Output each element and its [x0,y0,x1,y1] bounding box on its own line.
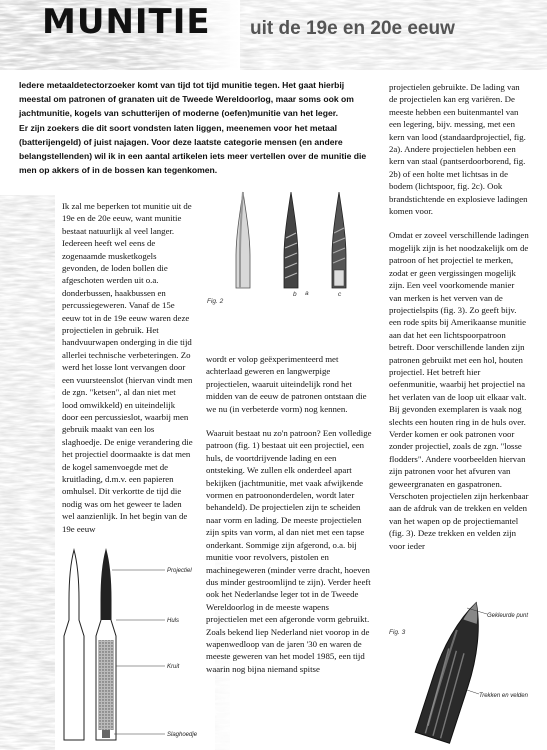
cartridge-outline [64,550,84,740]
fig1-label-kruit: Kruit [167,664,180,670]
fired-bullet [415,597,493,743]
fig1-label-projectiel: Projectiel [167,568,192,574]
intro-paragraph: Er zijn zoekers die dit soort vondsten laten liggen, meenemen voor het metaal (batterijengeld) of juist najagen. Voor deze laatste categorie mensen (en andere belangstellenden) wil ik in een aantal artikelen iets meer vertellen over de munitie die men op akkers of in de bossen kan tegenkomen. [19,122,367,176]
fig3-caption: Fig. 3 [389,629,406,636]
fig3-label-gekleurde-punt: Gekleurde punt [487,613,529,619]
column-1 [62,200,193,535]
intro-text [19,78,371,177]
fig2-label-b: b [293,291,297,298]
fig1-label-slaghoedje: Slaghoedje [167,732,198,738]
figure-3-fired-bullet [389,590,539,750]
bullet-b [284,192,298,288]
page-subtitle: uit de 19e en 20e eeuw [250,18,455,39]
figure-2-bullets [205,178,370,313]
figure-1-cartridge [60,540,200,750]
fig2-label-a: a [305,290,309,297]
intro-paragraph: Iedere metaaldetectorzoeker komt van tijd tot tijd munitie tegen. Het gaat hierbij meestal om patronen of granaten uit de Tweede Wereldoorlog, maar soms ook om jachtmunitie, kogels van schutterijen of moderne (oefen)munitie van het leger. [19,80,354,119]
body-paragraph: wordt er volop geëxperimenteerd met achterlaad geweren en langwerpige projectielen, waaruit uiteindelijk rond het midden van de eeuw de patronen ontstaan die we nu (in verbeterde vorm) nog kennen. [206,354,367,414]
cartridge-section [96,550,116,740]
page-title: MUNITIE [42,2,211,42]
body-paragraph: Ik zal me beperken tot munitie uit de 19e en de 20e eeuw, want munitie bestaat natuurlijk al veel langer. Iedereen heeft wel eens de zogenaamde musketkogels gevonden, de loden bollen die afgeschoten werden uit o.a. donderbussen, haakbussen en percussiegeweren. Vanaf de 15e eeuw tot in de 19e eeuw waren deze projectielen in gebruik. Het handvuurwapen onderging in die tijd allerlei technische verbeteringen. Zo werd het losse lont vervangen door een vuursteenslot (hiervan vindt men de zgn. "ketsen", al dan niet met lood omwikkeld) en uiteindelijk door een percussieslot, waarbij men gebruik maakt van een los slaghoedje. De enige verandering die het projectiel doormaakte is dat men de kogel samenvoegde met de kruitlading, d.m.v. een papieren omhulsel. Dit verkortte de tijd die nodig was om het geweer te laden wel aanzienlijk. In het begin van de 19e eeuw [62,201,193,534]
column-2 [206,353,372,675]
bullet-c [332,192,346,288]
fig3-label-trekken-velden: Trekken en velden [479,693,528,699]
body-paragraph: Omdat er zoveel verschillende ladingen mogelijk zijn is het noodzakelijk om de patroon of het projectiel te merken, zodat er geen vergissingen mogelijk zijn. Een veel voorkomende manier van merken is het verven van de projectielspits (fig. 3). Zo geeft bijv. een rode spits bij Amerikaanse munitie aan dat het een lichtspoorpatroon betreft. Door verschillende landen zijn patronen gebruikt met een hol, houten projectiel. Het betreft hier oefenmunitie, waarbij het projectiel na het verlaten van de loop uit elkaar valt. Bij gevonden exemplaren is vaak nog slechts een houten ring in de huls over. Verder komen er ook patronen voor zonder projectiel, zoals de zgn. "losse flodders". Andere voorbeelden hiervan zijn patronen voor het afvuren van geweergranaten en gaspatronen. Verschoten projectielen zijn herkenbaar aan de afdruk van de trekken en velden van het wapen op de projectiemantel (fig. 3). Deze trekken en velden zijn voor ieder [389,230,529,551]
fig2-caption: Fig. 2 [207,298,224,305]
column-3 [389,81,529,552]
body-paragraph: projectielen gebruikte. De lading van de projectielen kan erg variëren. De meeste hebben een buitenmantel van een legering, bijv. messing, met een kern van lood (standaardprojectiel, fig. 2a). Andere projectielen hebben een kern van staal (pantserdoorborend, fig. 2b) of een holte met lichtsas in de bodem (lichtspoor, fig. 2c). Ook brandstichtende en explosieve ladingen komen voor. [389,82,528,217]
bullet-a [236,192,250,288]
body-paragraph: Waaruit bestaat nu zo'n patroon? Een volledige patroon (fig. 1) bestaat uit een projectiel, een huls, de voortdrijvende lading en een ontsteking. We zullen elk onderdeel apart bekijken (jachtmunitie, met vaak afwijkende vormen en patroononderdelen, wordt later behandeld). De projectielen zijn te scheiden naar vorm en lading. De meeste projectielen zijn spits van vorm, al dan niet met een tapse onderkant. Sommige zijn afgerond, o.a. bij munitie voor revolvers, pistolen en machinegeweren (minder verre dracht, hoeven dus minder gestroomlijnd te zijn). Verder heeft ook het Nederlandse leger tot in de Tweede Wereldoorlog in de meeste wapens projectielen met een afgeronde vorm gebruikt. Zoals bekend liep Nederland niet voorop in de wapenwedloop van de jaren '30 en waren de meeste geweren van het model 1985, een tijd waarin nog bijna niemand spitse [206,428,372,674]
fig1-label-huls: Huls [167,618,180,624]
fig2-label-c: c [338,291,342,298]
